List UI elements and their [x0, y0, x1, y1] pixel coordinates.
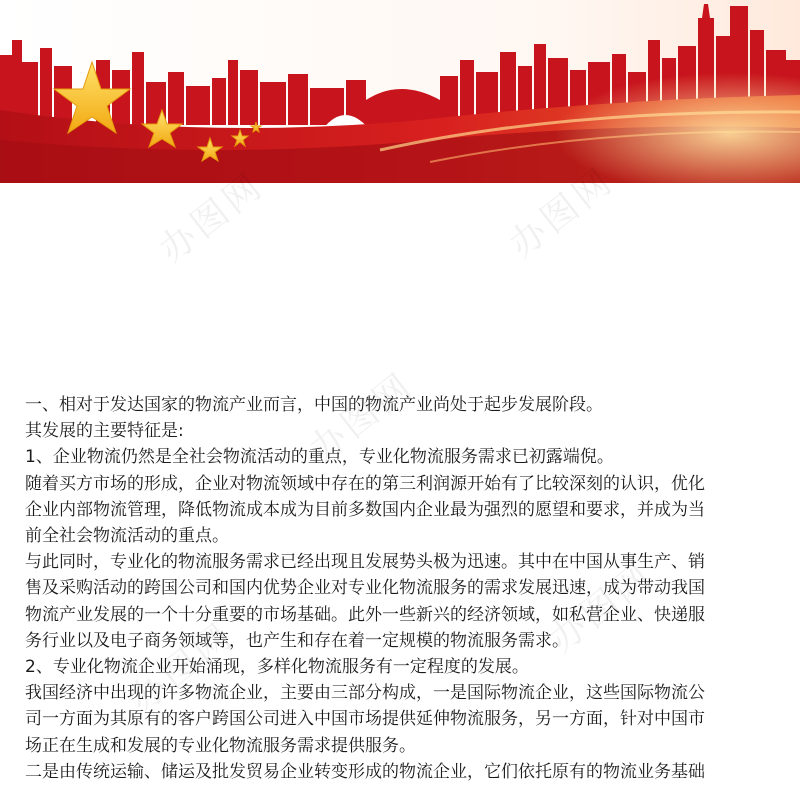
article-line: 我国经济中出现的许多物流企业，主要由三部分构成，一是国际物流企业，这些国际物流公	[25, 683, 705, 704]
article-line: 其发展的主要特征是:	[25, 421, 184, 442]
article-line: 务行业以及电子商务领域等，也产生和存在着一定规模的物流服务需求。	[25, 630, 569, 651]
article-line: 与此同时，专业化的物流服务需求已经出现且发展势头极为迅速。其中在中国从事生产、销	[25, 552, 705, 573]
article-body	[25, 392, 785, 785]
watermark: 办图网	[301, 364, 422, 471]
article-line: 一、相对于发达国家的物流产业而言，中国的物流产业尚处于起步发展阶段。	[25, 395, 603, 415]
article-line: 2、专业化物流企业开始涌现，多样化物流服务有一定程度的发展。	[25, 657, 529, 678]
article-line: 二是由传统运输、储运及批发贸易企业转变形成的物流企业，它们依托原有的物流业务基础	[25, 761, 705, 782]
watermark: 办图网	[151, 164, 272, 271]
article-line: 企业内部物流管理，降低物流成本成为目前多数国内企业最为强烈的愿望和要求，并成为当	[25, 499, 705, 520]
article-line: 前全社会物流活动的重点。	[25, 526, 229, 547]
article-line: 售及采购活动的跨国公司和国内优势企业对专业化物流服务的需求发展迅速，成为带动我国	[25, 578, 705, 599]
banner-artwork	[0, 0, 800, 183]
article-line: 1、企业物流仍然是全社会物流活动的重点，专业化物流服务需求已初露端倪。	[25, 447, 614, 468]
article-line: 随着买方市场的形成，企业对物流领域中存在的第三利润源开始有了比较深刻的认识，优化	[25, 473, 705, 494]
watermark: 办图网	[501, 159, 622, 266]
article-line: 物流产业发展的一个十分重要的市场基础。此外一些新兴的经济领域，如私营企业、快递服	[25, 604, 705, 625]
article-line: 场正在生成和发展的专业化物流服务需求提供服务。	[25, 735, 416, 756]
watermark: 办图网	[121, 614, 242, 721]
watermark: 办图网	[541, 554, 662, 661]
article-line: 司一方面为其原有的客户跨国公司进入中国市场提供延伸物流服务，另一方面，针对中国市	[25, 709, 705, 730]
header-banner	[0, 0, 800, 183]
